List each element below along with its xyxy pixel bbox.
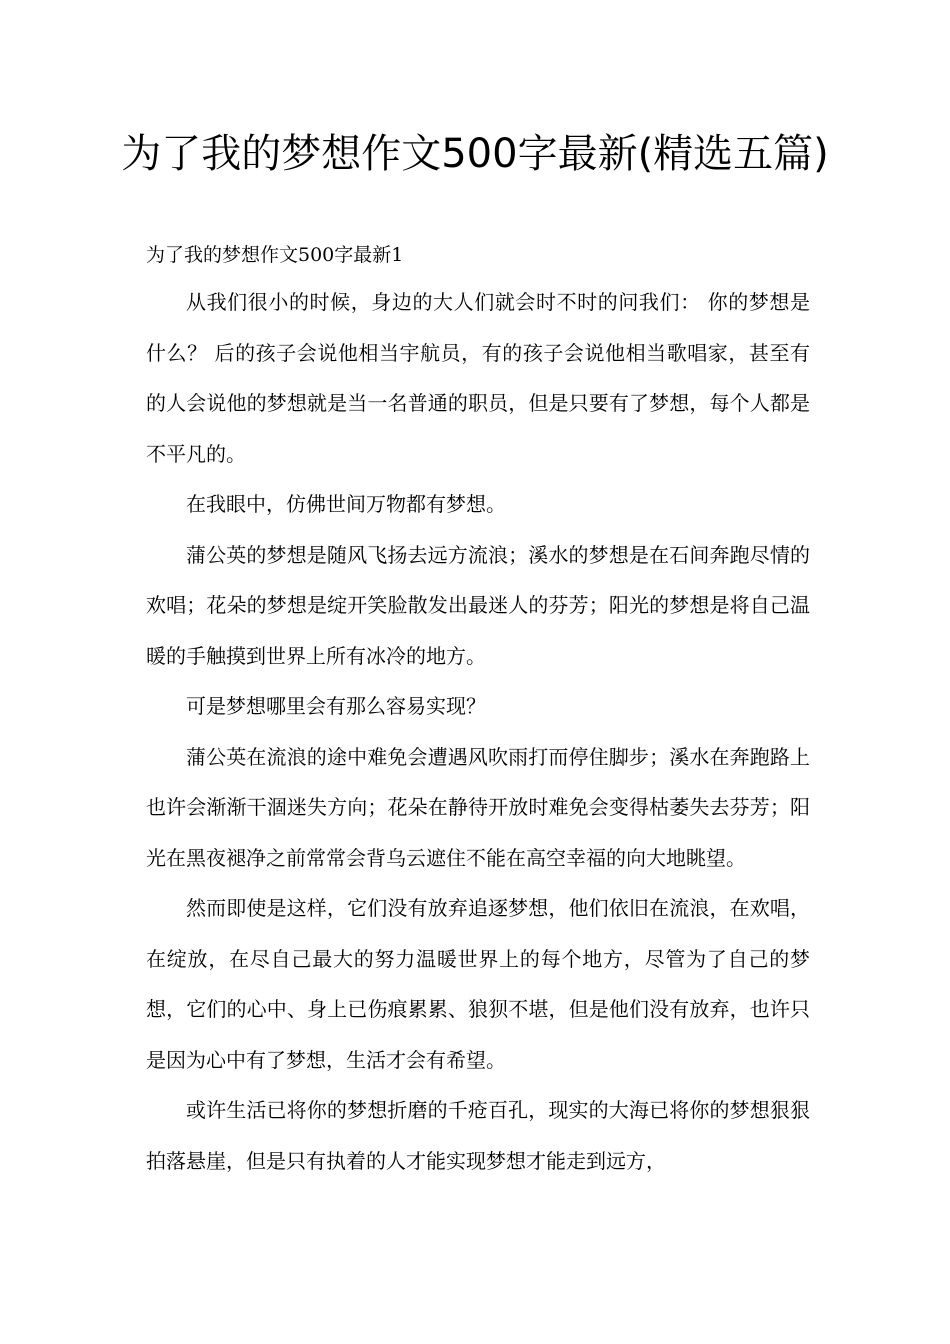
paragraph-2: 在我眼中，仿佛世间万物都有梦想。 (186, 492, 506, 516)
paragraph-4: 可是梦想哪里会有那么容易实现？ (186, 694, 486, 718)
paragraph-6: 然而即使是这样，它们没有放弃追逐梦想，他们依旧在流浪，在欢唱，在绽放，在尽自己最大的努力温暖世界上的每个地方，尽管为了自己的梦想，它们的心中、身上已伤痕累累、狼狈不堪，但是他们没有放弃，也许只是因为心中有了梦想，生活才会有希望。 (146, 896, 810, 1072)
document-body (146, 235, 810, 1186)
paragraph-7: 或许生活已将你的梦想折磨的千疮百孔，现实的大海已将你的梦想狠狠拍落悬崖，但是只有执着的人才能实现梦想才能走到远方， (146, 1098, 810, 1173)
paragraph-3: 蒲公英的梦想是随风飞扬去远方流浪；溪水的梦想是在石间奔跑尽情的欢唱；花朵的梦想是绽开笑脸散发出最迷人的芬芳；阳光的梦想是将自己温暖的手触摸到世界上所有冰冷的地方。 (146, 542, 810, 668)
paragraph-5: 蒲公英在流浪的途中难免会遭遇风吹雨打而停住脚步；溪水在奔跑路上也许会渐渐干涸迷失方向；花朵在静待开放时难免会变得枯萎失去芬芳；阳光在黑夜褪净之前常常会背乌云遮住不能在高空幸福的向大地眺望。 (146, 744, 810, 870)
paragraph-1: 从我们很小的时候，身边的大人们就会时不时的问我们： 你的梦想是什么？ 后的孩子会说他相当宇航员，有的孩子会说他相当歌唱家，甚至有的人会说他的梦想就是当一名普通的职员，但是只要有了梦想，每个人都是不平凡的。 (146, 290, 810, 466)
document-title: 为了我的梦想作文500字最新(精选五篇) (121, 131, 829, 177)
section-heading: 为了我的梦想作文500字最新1 (146, 244, 404, 266)
